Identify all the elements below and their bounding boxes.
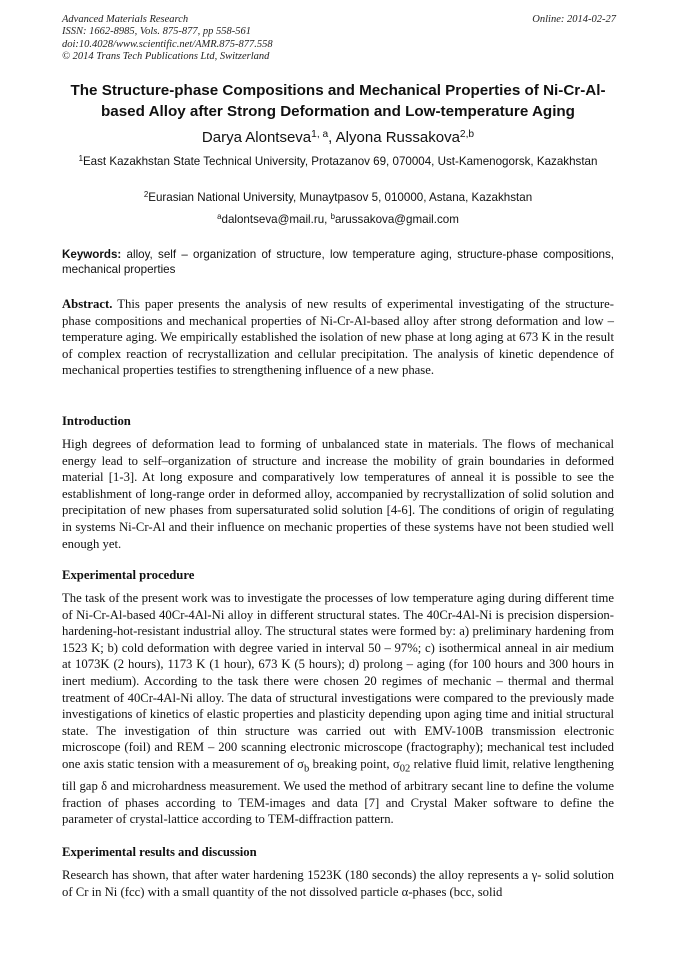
results-text-1: Research has shown, that after water hardening 1523K (180 seconds) the alloy represents a (62, 868, 532, 882)
results-text-3: -phases (bcc, solid (408, 884, 503, 899)
paper-title: The Structure-phase Compositions and Mechanical Properties of Ni-Cr-Al-based Alloy after Strong Deformation and Low-temperature Aging (70, 82, 606, 120)
copyright-line: © 2014 Trans Tech Publications Ltd, Switzerland (62, 50, 270, 62)
author-list (62, 128, 614, 148)
introduction-heading: Introduction (62, 414, 131, 428)
experimental-text-4: and microhardness measurement. We used the method of arbitrary secant line to define the volume fraction of phases according to TEM-images and data [7] and Crystal Maker software to define the parameter of crystal-lattice according to TEM-diffraction pattern. (62, 779, 614, 827)
affiliation-2 (62, 190, 614, 206)
sigma-subscript-b: b (303, 763, 310, 775)
author-emails (62, 212, 614, 228)
affiliation-1-superscript: 1 (78, 154, 83, 164)
sigma-subscript-02: 02 (399, 763, 411, 775)
experimental-text-1: The task of the present work was to investigate the processes of low temperature aging during different time of Ni-Cr-Al-based 40Cr-4Al-Ni alloy in different structural states. The 40Cr-4Al-Ni is precision dispersion-hardening-hot-resistant industrial alloy. The structural states were formed by: a) preliminary hardening from 1523 K; b) cold deformation with degree varied in interval 50 – 97%; c) isothermical anneal in air medium at 1073K (2 hours), 1173 K (1 hour), 673 K (5 hours); d) prolong – aging (for 100 hours and 300 hours in inert medium). According to the task there were chosen 20 regimes of mechanic – thermal and thermal treatment of 40Cr-4Al-Ni alloy. The data of structural investigations were compared to the previously made investigations of kinetics of elastic properties and plasticity depending upon aging time and initial structural state. The investigation of thin structure was carried out with EMV-100B transmission electronic microscope (foil) and REM – 200 scanning electronic microscope (fractography); mechanical test included one axis static tension with a measurement of (62, 591, 614, 771)
experimental-heading: Experimental procedure (62, 568, 195, 582)
results-heading: Experimental results and discussion (62, 845, 257, 859)
delta-symbol: δ (101, 779, 108, 794)
sigma-symbol: σ (297, 756, 304, 771)
doi-line: doi:10.4028/www.scientific.net/AMR.875-877.558 (62, 38, 273, 50)
author-1-superscript: 1, a (311, 128, 329, 140)
alpha-symbol: α (401, 884, 409, 899)
affiliation-2-text: Eurasian National University, Munaytpasov 5, 010000, Astana, Kazakhstan (148, 191, 533, 204)
author-2-superscript: 2,b (459, 128, 475, 140)
experimental-text-2: breaking point, (309, 756, 393, 771)
keywords-label: Keywords: (62, 248, 122, 261)
results-paragraph (62, 867, 614, 900)
experimental-paragraph (62, 590, 614, 828)
keywords-text: alloy, self – organization of structure, low temperature aging, structure-phase compositions, mechanical properties (62, 248, 614, 276)
journal-name: Advanced Materials Research (62, 14, 189, 25)
results-text-2: - solid solution of Cr in Ni (fcc) with a small quantity of the not dissolved particle (62, 868, 615, 899)
issn-line: ISSN: 1662-8985, Vols. 875-877, pp 558-561 (62, 26, 251, 38)
affiliation-1-text: East Kazakhstan State Technical University, Protazanov 69, 070004, Ust-Kamenogorsk, Kazakhstan (82, 155, 598, 168)
abstract (62, 296, 614, 379)
sigma-symbol-2: σ (392, 756, 400, 771)
experimental-text-3: relative fluid limit, relative lengthening till gap (62, 756, 614, 794)
email-b-link[interactable]: arussakova@gmail.com (334, 213, 459, 226)
introduction-paragraph: High degrees of deformation lead to forming of unbalanced state in materials. The flows of mechanical energy lead to self–organization of structure and increase the mobility of grain boundaries in deformed material [1-3]. At long exposure and comparatively low temperatures of anneal it is possible to see the establishment of long-range order in deformed alloy, accompanied by recrystallization of solid solution and precipitation of new phases from supersaturated solid solution [4-6]. The conditions of origin of regulating in systems Ni-Cr-Al and their influence on mechanic properties of these systems have not been studied well enough yet. (62, 437, 614, 551)
online-date: Online: 2014-02-27 (532, 14, 616, 25)
gamma-symbol: γ (531, 868, 538, 882)
affiliation-1 (62, 154, 614, 170)
abstract-text: This paper presents the analysis of new results of experimental investigating of the structure-phase compositions and mechanical properties of Ni-Cr-Al-based alloy after strong deformation and low – temperature aging. We empirically established the isolation of new phase at long aging at 673 K in the result of complex reaction of recrystallization and cellular precipitation. The analysis of kinetic dependence of mechanical properties testifies to strengthening influence of a new phase. (62, 297, 614, 378)
email-a-superscript: a (217, 212, 222, 222)
email-a-link[interactable]: dalontseva@mail.ru, (221, 213, 331, 226)
abstract-label: Abstract. (62, 297, 113, 311)
affiliation-2-superscript: 2 (143, 190, 149, 200)
journal-header (62, 14, 273, 63)
keywords (62, 247, 614, 277)
email-b-superscript: b (330, 212, 335, 222)
author-1: Darya Alontseva (201, 129, 312, 146)
author-separator: , (328, 129, 336, 146)
author-2: Alyona Russakova (335, 129, 460, 146)
